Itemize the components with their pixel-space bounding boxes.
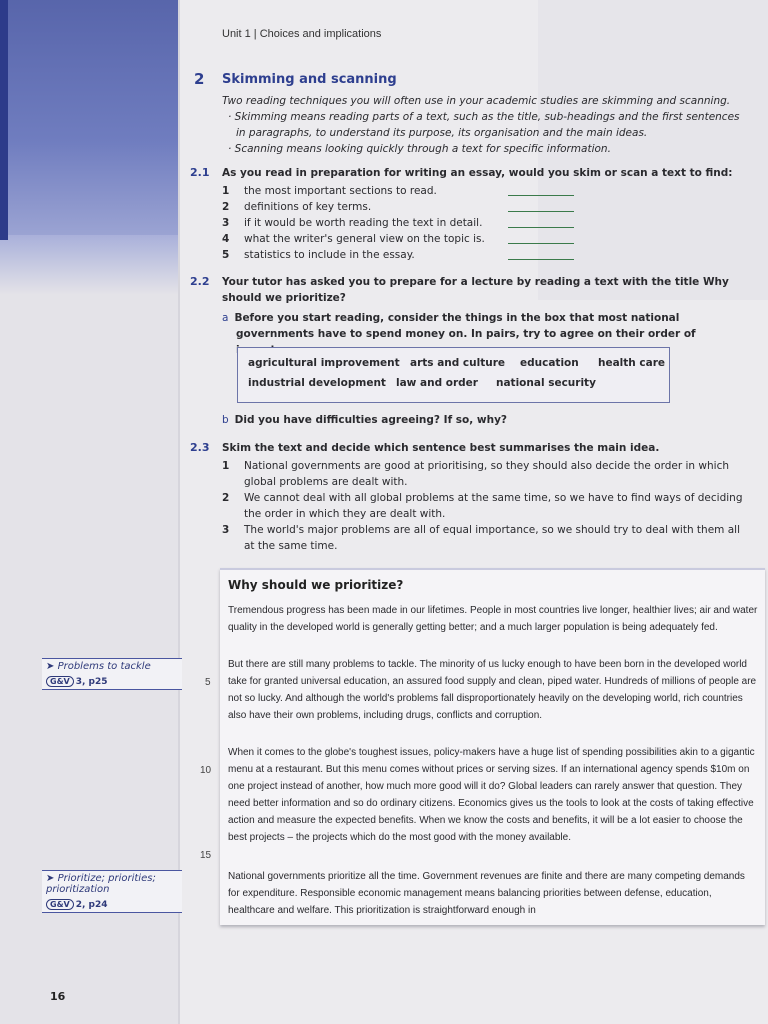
decorative-band xyxy=(0,0,180,235)
gv-tag: G&V xyxy=(46,676,74,687)
question-number: 2.2 xyxy=(190,275,210,288)
paragraph: Tremendous progress has been made in our lifetimes. People in most countries live longer, healthier lives; air and water quality in the developed world is generally getting better; and a much larger population is being adequately fed. xyxy=(228,605,758,633)
line-number: 10 xyxy=(200,765,212,776)
priorities-box xyxy=(237,347,670,403)
intro-text: Two reading techniques you will often use in your academic studies are skimming and scanning. xyxy=(222,95,731,107)
reading-title: Why should we prioritize? xyxy=(228,578,404,592)
box-item: health care xyxy=(598,357,666,369)
question-text: As you read in preparation for writing an essay, would you skim or scan a text to find: xyxy=(222,167,733,179)
list-item: 4 what the writer's general view on the topic is. xyxy=(222,231,747,247)
paragraph: National governments prioritize all the time. Government revenues are finite and there are many competing demands for expenditure. Responsible economic management means balancing priorities between defense, education, healthcare and welfare. This prioritization is straightforward enough in xyxy=(228,871,745,916)
question-number: 2.1 xyxy=(190,166,210,179)
question-text: Your tutor has asked you to prepare for a lecture by reading a text with the title Why should we prioritize? xyxy=(222,276,729,304)
section-intro xyxy=(222,93,742,157)
answer-blank[interactable] xyxy=(508,211,574,212)
gv-tag: G&V xyxy=(46,899,74,910)
arrow-right-icon: ➤ xyxy=(46,873,58,884)
box-item: education xyxy=(520,357,579,369)
paragraph: When it comes to the globe's toughest issues, policy-makers have a huge list of spending possibilities akin to a gigantic menu at a restaurant. But this menu comes without prices or serving sizes. If an international agency spends $10m on one project instead of another, how much more good will it do? Global leaders can rarely answer that question. They need better information and so do ordinary citizens. Economics gives us the tools to look at the costs of taking effective action and measure the expected benefits. When we know the costs and benefits, it will be a lot easier to choose the best projects – the projects which do the most good with the money available. xyxy=(228,747,755,843)
box-item: agricultural improvement xyxy=(248,357,400,369)
line-number: 15 xyxy=(200,850,212,861)
bullet-skimming: · Skimming means reading parts of a text, such as the title, sub-headings and the first sentences in paragraphs, to understand its purpose, its organisation and the main ideas. xyxy=(228,111,740,139)
skim-scan-list xyxy=(222,183,747,263)
sidenote-problems: ➤ Problems to tackle G&V 3, p25 xyxy=(42,658,182,690)
page-number: 16 xyxy=(50,990,66,1003)
list-item: 1 National governments are good at prioritising, so they should also decide the order in which global problems are dealt with. xyxy=(222,460,730,488)
subquestion-a: a Before you start reading, consider the things in the box that most national governments have to spend money on. In pairs, try to agree on their order of xyxy=(222,312,696,340)
box-item: arts and culture xyxy=(410,357,506,369)
list-item: 2 definitions of key terms. xyxy=(222,199,747,215)
reading-text-box xyxy=(220,568,765,925)
section-title: Skimming and scanning xyxy=(222,72,397,87)
box-item: national security xyxy=(496,377,596,389)
unit-header: Unit 1 | Choices and implications xyxy=(222,28,382,40)
box-item: law and order xyxy=(396,377,478,389)
summary-options xyxy=(222,458,747,554)
list-item: 5 statistics to include in the essay. xyxy=(222,247,747,263)
list-item: 3 The world's major problems are all of equal importance, so we should try to deal with them all at the same time. xyxy=(222,524,741,552)
list-item: 2 We cannot deal with all global problems at the same time, so we have to find ways of deciding the order in which they are dealt with. xyxy=(222,492,743,520)
arrow-right-icon: ➤ xyxy=(46,661,58,672)
box-item: industrial development xyxy=(248,377,386,389)
paragraph: But there are still many problems to tackle. The minority of us lucky enough to have been born in the developed world take for granted universal education, an assured food supply and clean, piped water. Hundreds of millions of people are not so lucky. And although the world's problems fall disproportionately heavily on the developing world, rich countries also have their own problems, including drugs, conflicts and corruption. xyxy=(228,659,757,721)
answer-blank[interactable] xyxy=(508,195,574,196)
sidenote-prioritize: ➤ Prioritize; priorities; prioritization G&V 2, p24 xyxy=(42,870,182,913)
list-item: 1 the most important sections to read. xyxy=(222,183,747,199)
bullet-scanning: · Scanning means looking quickly through a text for specific information. xyxy=(228,143,611,155)
subquestion-b: b Did you have difficulties agreeing? If so, why? xyxy=(222,414,508,426)
question-number: 2.3 xyxy=(190,441,210,454)
answer-blank[interactable] xyxy=(508,243,574,244)
list-item: 3 if it would be worth reading the text in detail. xyxy=(222,215,747,231)
line-number: 5 xyxy=(205,677,211,688)
section-number: 2 xyxy=(194,70,205,88)
answer-blank[interactable] xyxy=(508,259,574,260)
answer-blank[interactable] xyxy=(508,227,574,228)
question-text: Skim the text and decide which sentence best summarises the main idea. xyxy=(222,442,660,454)
